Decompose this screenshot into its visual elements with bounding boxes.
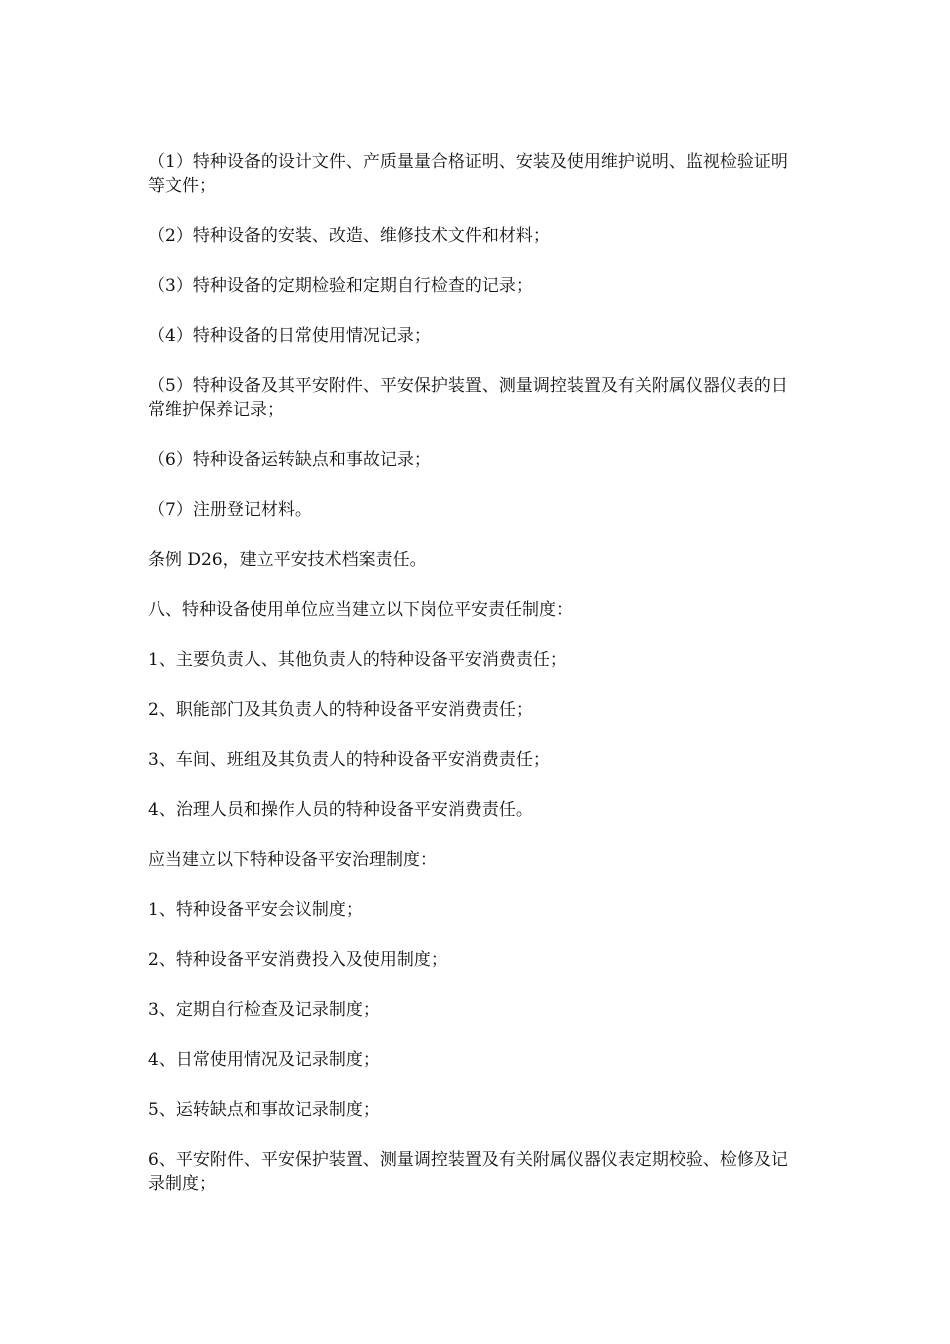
section-heading-8: 八、特种设备使用单位应当建立以下岗位平安责任制度： — [148, 600, 573, 620]
paragraph-item-6: （6）特种设备运转缺点和事故记录； — [148, 450, 431, 470]
paragraph-item-1: （1）特种设备的设计文件、产质量量合格证明、安装及使用维护说明、监视检验证明等文件； — [148, 152, 788, 196]
management-heading: 应当建立以下特种设备平安治理制度： — [148, 850, 437, 870]
responsibility-item-3: 3、车间、班组及其负责人的特种设备平安消费责任； — [148, 750, 550, 770]
management-item-5: 5、运转缺点和事故记录制度； — [148, 1100, 380, 1120]
document-body — [148, 150, 800, 1222]
responsibility-item-4: 4、治理人员和操作人员的特种设备平安消费责任。 — [148, 800, 533, 820]
paragraph-item-7: （7）注册登记材料。 — [148, 500, 312, 520]
management-item-4: 4、日常使用情况及记录制度； — [148, 1050, 380, 1070]
paragraph-item-2: （2）特种设备的安装、改造、维修技术文件和材料； — [148, 226, 550, 246]
paragraph-item-3: （3）特种设备的定期检验和定期自行检查的记录； — [148, 276, 533, 296]
management-item-2: 2、特种设备平安消费投入及使用制度； — [148, 950, 448, 970]
responsibility-item-1: 1、主要负责人、其他负责人的特种设备平安消费责任； — [148, 650, 567, 670]
management-item-1: 1、特种设备平安会议制度； — [148, 900, 363, 920]
regulation-note: 条例 D26，建立平安技术档案责任。 — [148, 550, 427, 570]
management-item-6: 6、平安附件、平安保护装置、测量调控装置及有关附属仪器仪表定期校验、检修及记录制度； — [148, 1150, 788, 1194]
paragraph-item-4: （4）特种设备的日常使用情况记录； — [148, 326, 431, 346]
management-item-3: 3、定期自行检查及记录制度； — [148, 1000, 380, 1020]
responsibility-item-2: 2、职能部门及其负责人的特种设备平安消费责任； — [148, 700, 533, 720]
paragraph-item-5: （5）特种设备及其平安附件、平安保护装置、测量调控装置及有关附属仪器仪表的日常维护保养记录； — [148, 376, 788, 420]
